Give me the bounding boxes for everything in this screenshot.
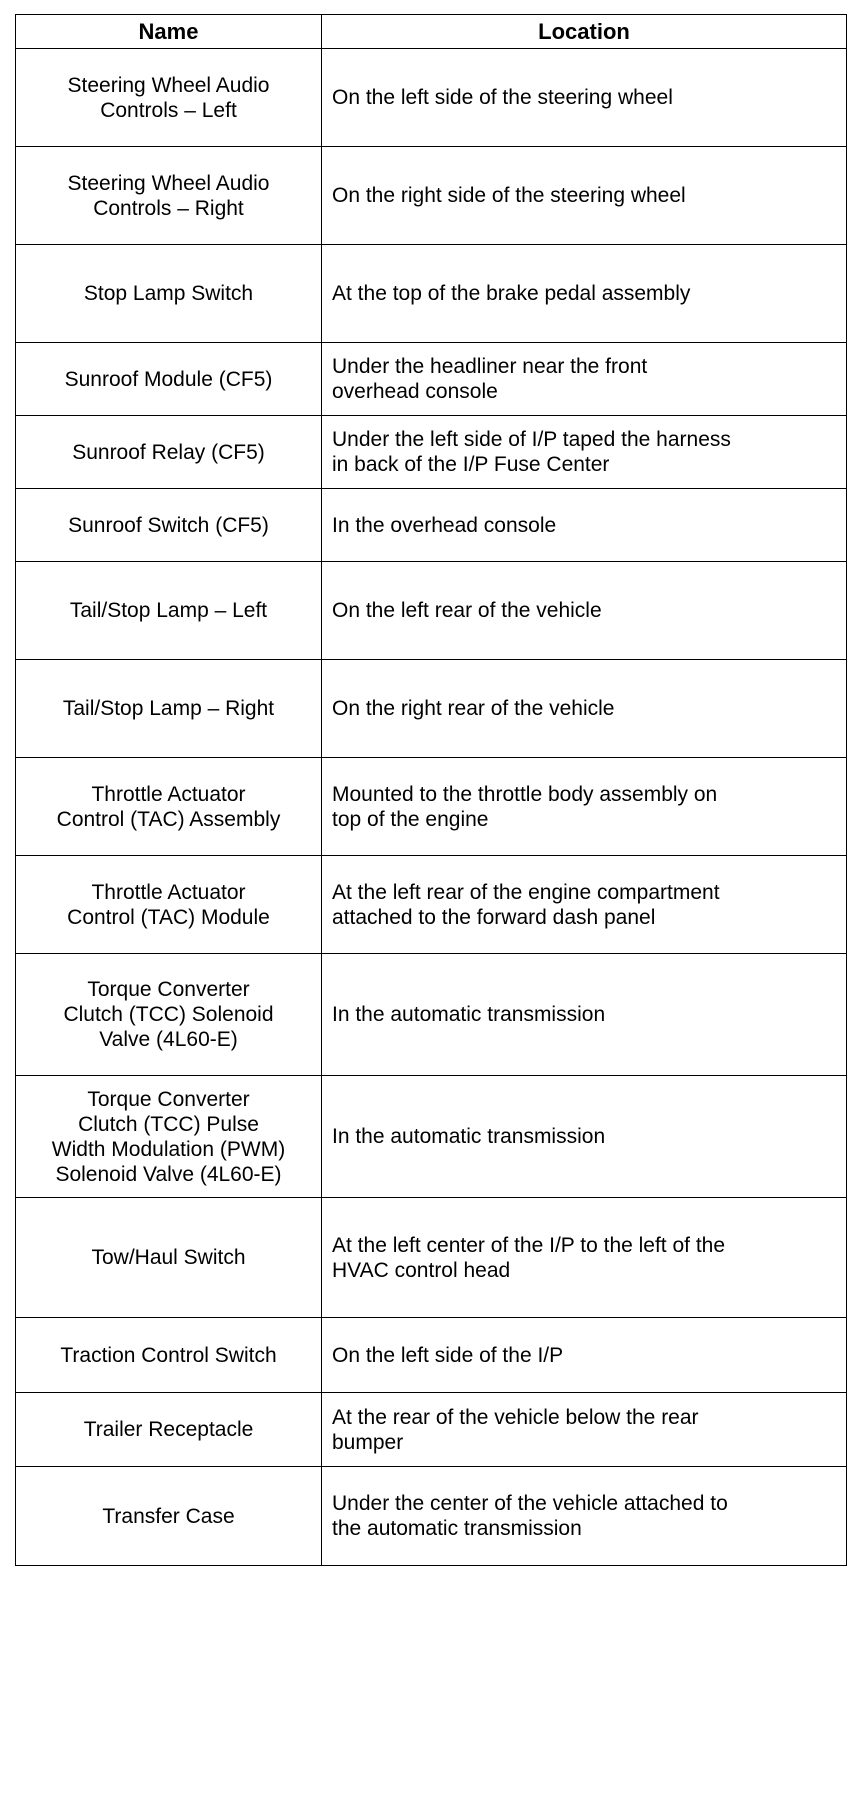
component-location: On the left rear of the vehicle (322, 562, 847, 660)
component-name: Transfer Case (16, 1467, 322, 1566)
component-location: On the left side of the steering wheel (322, 49, 847, 147)
table-row (16, 660, 847, 758)
component-location: Under the center of the vehicle attached to the automatic transmission (322, 1467, 847, 1566)
component-name: Steering Wheel Audio Controls – Right (16, 147, 322, 245)
component-location: At the rear of the vehicle below the rear bumper (322, 1393, 847, 1467)
component-location: At the left rear of the engine compartment attached to the forward dash panel (322, 856, 847, 954)
table-header-row (16, 15, 847, 49)
column-header-location: Location (322, 15, 847, 49)
table-row (16, 1393, 847, 1467)
component-name: Stop Lamp Switch (16, 245, 322, 343)
component-location: On the right rear of the vehicle (322, 660, 847, 758)
table-row (16, 147, 847, 245)
component-name: Torque Converter Clutch (TCC) Solenoid Valve (4L60-E) (16, 954, 322, 1076)
table-row (16, 245, 847, 343)
component-location: In the automatic transmission (322, 954, 847, 1076)
component-name: Trailer Receptacle (16, 1393, 322, 1467)
table-row (16, 562, 847, 660)
component-location: Mounted to the throttle body assembly on top of the engine (322, 758, 847, 856)
component-name: Tow/Haul Switch (16, 1198, 322, 1318)
component-name: Traction Control Switch (16, 1318, 322, 1393)
component-location: At the top of the brake pedal assembly (322, 245, 847, 343)
table-row (16, 416, 847, 489)
component-location: On the right side of the steering wheel (322, 147, 847, 245)
component-name: Tail/Stop Lamp – Left (16, 562, 322, 660)
component-location-table (15, 14, 847, 1566)
table-row (16, 1198, 847, 1318)
component-name: Throttle Actuator Control (TAC) Module (16, 856, 322, 954)
table-row (16, 489, 847, 562)
component-location: On the left side of the I/P (322, 1318, 847, 1393)
table-row (16, 343, 847, 416)
column-header-name: Name (16, 15, 322, 49)
component-name: Sunroof Module (CF5) (16, 343, 322, 416)
table-row (16, 1076, 847, 1198)
component-location: Under the headliner near the front overhead console (322, 343, 847, 416)
table-row (16, 758, 847, 856)
component-location: In the automatic transmission (322, 1076, 847, 1198)
table-row (16, 1467, 847, 1566)
component-location: At the left center of the I/P to the left of the HVAC control head (322, 1198, 847, 1318)
component-name: Throttle Actuator Control (TAC) Assembly (16, 758, 322, 856)
component-name: Sunroof Switch (CF5) (16, 489, 322, 562)
component-location: Under the left side of I/P taped the harness in back of the I/P Fuse Center (322, 416, 847, 489)
component-location: In the overhead console (322, 489, 847, 562)
component-name: Steering Wheel Audio Controls – Left (16, 49, 322, 147)
component-name: Tail/Stop Lamp – Right (16, 660, 322, 758)
component-name: Torque Converter Clutch (TCC) Pulse Width Modulation (PWM) Solenoid Valve (4L60-E) (16, 1076, 322, 1198)
table-row (16, 49, 847, 147)
component-name: Sunroof Relay (CF5) (16, 416, 322, 489)
table-row (16, 1318, 847, 1393)
table-row (16, 954, 847, 1076)
table-row (16, 856, 847, 954)
